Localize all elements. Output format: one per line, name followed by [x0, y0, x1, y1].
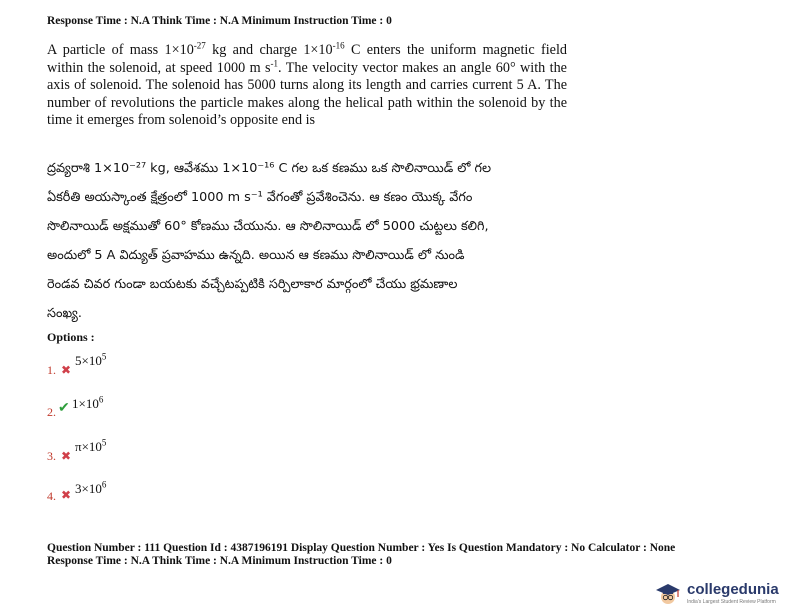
- question-info-line: Question Number : 111 Question Id : 4387196191 Display Question Number : Yes Is Question Mandatory : No Calculator : None: [47, 542, 676, 554]
- response-time-header: Response Time : N.A Think Time : N.A Minimum Instruction Time : 0: [47, 15, 392, 27]
- question-text-telugu: [47, 154, 567, 328]
- wrong-cross-icon: ✖: [61, 449, 72, 463]
- question-metadata: [47, 542, 675, 568]
- option-value: $3\times 10^6$: [75, 479, 107, 496]
- option-3[interactable]: [47, 437, 247, 462]
- logo-tagline: India's Largest Student Review Platform: [687, 599, 776, 605]
- option-value: $1\times 10^6$: [72, 394, 104, 411]
- option-value: $5\times 10^5$: [75, 351, 107, 368]
- logo-brand-text: collegedunia: [687, 581, 779, 598]
- option-number: 4.: [47, 489, 56, 503]
- correct-check-icon: ✔: [58, 401, 70, 416]
- collegedunia-logo[interactable]: [655, 580, 787, 608]
- telugu-line: సంఖ్య.: [47, 306, 82, 321]
- question-text-english: A particle of mass $1\times 10^{-27}$ kg and charge $1\times 10^{-16}$ C enters the uniform magnetic field within the solenoid, at speed 1000 m $s^{-1}$. The velocity vector makes an angle 60° with the axis of solenoid. The solenoid has 5000 turns along its length and carries current 5 A. The number of revolutions the particle makes along the helical path within the solenoid by the time it emerges from solenoid’s opposite end is: [47, 40, 567, 128]
- option-2[interactable]: [47, 393, 247, 418]
- option-number: 2.: [47, 405, 56, 419]
- telugu-line: రెండవ చివర గుండా బయటకు వచ్చేటప్పటికి సర్పిలాకార మార్గంలో చేయు భ్రమణాల: [47, 277, 458, 292]
- telugu-line: ఏకరీతి అయస్కాంత క్షేత్రంలో 1000 m s⁻¹ వేగంతో ప్రవేశించెను. ఆ కణం యొక్క వేగం: [47, 190, 473, 205]
- wrong-cross-icon: ✖: [61, 363, 72, 377]
- option-1[interactable]: [47, 350, 247, 380]
- option-number: 1.: [47, 363, 56, 377]
- response-time-footer: Response Time : N.A Think Time : N.A Minimum Instruction Time : 0: [47, 555, 392, 567]
- wrong-cross-icon: ✖: [61, 488, 72, 502]
- telugu-line: సొలినాయిడ్ అక్షముతో 60° కోణము చేయును. ఆ సొలినాయిడ్ లో 5000 చుట్టలు కలిగి,: [47, 219, 489, 234]
- options-label: Options :: [47, 330, 95, 344]
- option-4[interactable]: [47, 481, 247, 506]
- graduation-cap-icon: [655, 582, 681, 606]
- telugu-line: అందులో 5 A విద్యుత్ ప్రవాహము ఉన్నది. అయిన ఆ కణము సొలినాయిడ్ లో నుండి: [47, 248, 465, 263]
- option-number: 3.: [47, 449, 56, 463]
- option-value: $\pi\times 10^5$: [75, 437, 107, 454]
- telugu-line: ద్రవ్యరాశి 1×10⁻²⁷ kg, ఆవేశము 1×10⁻¹⁶ C గల ఒక కణము ఒక సొలినాయిడ్ లో గల: [47, 161, 492, 176]
